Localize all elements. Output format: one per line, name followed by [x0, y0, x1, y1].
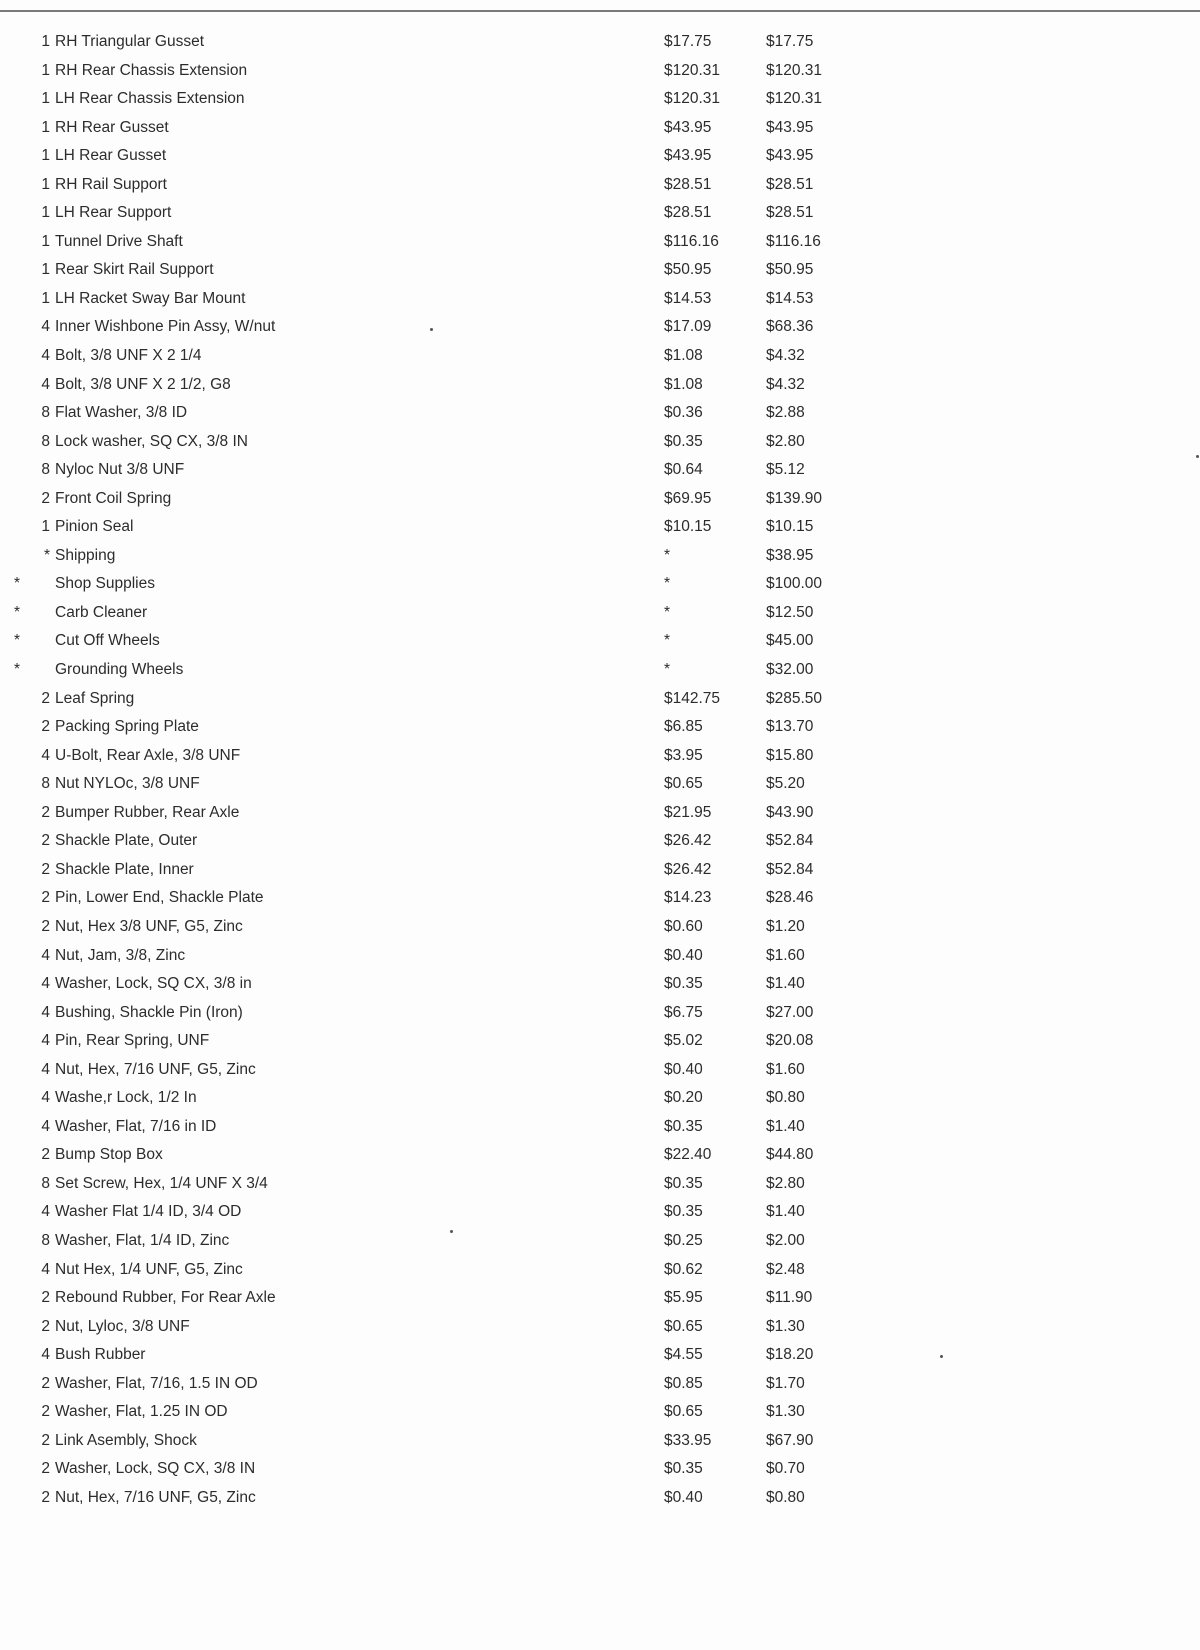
table-row — [0, 1227, 1200, 1256]
table-row — [0, 199, 1200, 228]
item-unit-price: $21.95 — [664, 803, 712, 821]
item-total: $0.80 — [766, 1488, 805, 1506]
table-row — [0, 884, 1200, 913]
item-qty: 4 — [41, 1203, 50, 1221]
item-description: Washe,r Lock, 1/2 In — [55, 1089, 197, 1107]
table-row — [0, 256, 1200, 285]
item-unit-price: $0.35 — [664, 1460, 703, 1478]
item-total: $28.51 — [766, 204, 814, 222]
item-unit-price: $17.09 — [664, 318, 712, 336]
table-row — [0, 342, 1200, 371]
item-total: $5.12 — [766, 461, 805, 479]
item-unit-price: $6.85 — [664, 718, 703, 736]
item-unit-price: $120.31 — [664, 61, 721, 79]
item-qty: 1 — [41, 175, 50, 193]
item-total: $0.70 — [766, 1460, 805, 1478]
item-total: $2.80 — [766, 432, 805, 450]
table-row — [0, 485, 1200, 514]
item-qty: * — [14, 575, 21, 593]
table-row — [0, 428, 1200, 457]
table-row — [0, 656, 1200, 685]
table-row — [0, 1198, 1200, 1227]
item-qty: 8 — [41, 775, 50, 793]
item-qty: 8 — [41, 432, 50, 450]
item-description: Front Coil Spring — [55, 489, 172, 507]
item-qty: 1 — [41, 232, 50, 250]
item-qty: 2 — [41, 1317, 50, 1335]
item-total: $1.40 — [766, 1203, 805, 1221]
table-row — [0, 970, 1200, 999]
item-unit-price: $14.53 — [664, 289, 712, 307]
item-qty: 2 — [41, 917, 50, 935]
item-description: Pin, Rear Spring, UNF — [55, 1032, 210, 1050]
table-row — [0, 856, 1200, 885]
item-description: Washer, Flat, 1/4 ID, Zinc — [55, 1231, 230, 1249]
item-total: $43.90 — [766, 803, 814, 821]
item-qty: 8 — [41, 1231, 50, 1249]
table-row — [0, 599, 1200, 628]
item-total: $1.60 — [766, 946, 805, 964]
item-total: $2.48 — [766, 1260, 805, 1278]
item-description: Shackle Plate, Outer — [55, 832, 198, 850]
item-unit-price: * — [664, 632, 671, 650]
item-qty: 4 — [41, 975, 50, 993]
item-unit-price: * — [664, 661, 671, 679]
item-description: Washer, Lock, SQ CX, 3/8 in — [55, 975, 252, 993]
item-description: RH Rear Gusset — [55, 118, 169, 136]
item-total: $43.95 — [766, 147, 814, 165]
item-qty: 1 — [41, 204, 50, 222]
item-unit-price: $3.95 — [664, 746, 703, 764]
item-total: $1.60 — [766, 1060, 805, 1078]
item-description: RH Triangular Gusset — [55, 33, 205, 50]
item-total: $100.00 — [766, 575, 823, 593]
item-description: Tunnel Drive Shaft — [55, 232, 183, 250]
table-row — [0, 999, 1200, 1028]
item-total: $285.50 — [766, 689, 823, 707]
item-unit-price: $33.95 — [664, 1431, 712, 1449]
item-total: $4.32 — [766, 375, 805, 393]
item-qty: 1 — [41, 61, 50, 79]
table-row — [0, 142, 1200, 171]
item-unit-price: $0.65 — [664, 1317, 703, 1335]
table-row — [0, 1313, 1200, 1342]
item-unit-price: $28.51 — [664, 204, 712, 222]
item-qty: 2 — [41, 803, 50, 821]
item-unit-price: * — [664, 546, 671, 564]
scan-speck — [1196, 455, 1199, 458]
item-unit-price: $0.35 — [664, 1117, 703, 1135]
item-total: $68.36 — [766, 318, 814, 336]
item-total: $14.53 — [766, 289, 814, 307]
item-qty: 4 — [41, 1032, 50, 1050]
item-qty: 4 — [41, 375, 50, 393]
item-total: $28.51 — [766, 175, 814, 193]
table-row — [0, 57, 1200, 86]
table-row — [0, 942, 1200, 971]
item-description: Carb Cleaner — [55, 603, 148, 621]
table-row — [0, 542, 1200, 571]
item-total: $18.20 — [766, 1346, 814, 1364]
item-total: $28.46 — [766, 889, 814, 907]
item-description: Bolt, 3/8 UNF X 2 1/2, G8 — [55, 375, 231, 393]
item-qty: 4 — [41, 1260, 50, 1278]
item-unit-price: $22.40 — [664, 1146, 712, 1164]
item-unit-price: $14.23 — [664, 889, 712, 907]
scan-speck — [430, 328, 433, 331]
item-total: $32.00 — [766, 661, 814, 679]
item-description: Inner Wishbone Pin Assy, W/nut — [55, 318, 276, 336]
item-unit-price: $142.75 — [664, 689, 721, 707]
item-qty: 2 — [41, 1374, 50, 1392]
item-total: $43.95 — [766, 118, 814, 136]
item-total: $2.00 — [766, 1231, 805, 1249]
table-row — [0, 513, 1200, 542]
item-description: Cut Off Wheels — [55, 632, 160, 650]
item-description: Nut, Hex, 7/16 UNF, G5, Zinc — [55, 1060, 256, 1078]
item-unit-price: $0.64 — [664, 461, 703, 479]
item-unit-price: $43.95 — [664, 118, 712, 136]
item-unit-price: $26.42 — [664, 832, 712, 850]
item-description: Washer Flat 1/4 ID, 3/4 OD — [55, 1203, 242, 1221]
item-total: $139.90 — [766, 489, 823, 507]
item-description: LH Racket Sway Bar Mount — [55, 289, 246, 307]
item-qty: 1 — [41, 33, 50, 50]
table-row — [0, 627, 1200, 656]
item-unit-price: $43.95 — [664, 147, 712, 165]
scan-speck — [940, 1355, 943, 1358]
item-unit-price: $0.40 — [664, 1488, 703, 1506]
table-row — [0, 1056, 1200, 1085]
item-unit-price: $0.25 — [664, 1231, 703, 1249]
item-qty: 1 — [41, 147, 50, 165]
item-description: LH Rear Support — [55, 204, 172, 222]
item-total: $1.40 — [766, 1117, 805, 1135]
table-row — [0, 1141, 1200, 1170]
table-row — [0, 1027, 1200, 1056]
item-unit-price: $0.35 — [664, 1203, 703, 1221]
item-description: Nut, Hex, 7/16 UNF, G5, Zinc — [55, 1488, 256, 1506]
item-qty: 2 — [41, 889, 50, 907]
table-row — [0, 1113, 1200, 1142]
parts-list — [0, 28, 1200, 1512]
item-description: Leaf Spring — [55, 689, 135, 707]
item-unit-price: $0.36 — [664, 404, 703, 422]
table-row — [0, 456, 1200, 485]
item-description: LH Rear Chassis Extension — [55, 90, 245, 108]
item-unit-price: $0.65 — [664, 1403, 703, 1421]
item-description: Washer, Lock, SQ CX, 3/8 IN — [55, 1460, 256, 1478]
scan-speck — [450, 1230, 453, 1233]
item-total: $1.30 — [766, 1317, 805, 1335]
item-unit-price: $0.62 — [664, 1260, 703, 1278]
item-total: $38.95 — [766, 546, 814, 564]
item-description: Grounding Wheels — [55, 661, 184, 679]
item-qty: 4 — [41, 318, 50, 336]
item-qty: 4 — [41, 1060, 50, 1078]
item-total: $11.90 — [766, 1289, 813, 1307]
item-qty: 2 — [41, 1488, 50, 1506]
item-total: $2.80 — [766, 1174, 805, 1192]
item-qty: 4 — [41, 746, 50, 764]
table-row — [0, 1484, 1200, 1513]
item-qty: 8 — [41, 1174, 50, 1192]
item-qty: 1 — [41, 261, 50, 279]
item-total: $5.20 — [766, 775, 805, 793]
table-row — [0, 1256, 1200, 1285]
item-total: $1.30 — [766, 1403, 805, 1421]
item-unit-price: $116.16 — [664, 232, 719, 250]
item-unit-price: * — [664, 603, 671, 621]
item-unit-price: $50.95 — [664, 261, 712, 279]
item-total: $52.84 — [766, 832, 814, 850]
item-unit-price: $1.08 — [664, 347, 703, 365]
item-total: $0.80 — [766, 1089, 805, 1107]
item-description: RH Rail Support — [55, 175, 167, 193]
item-qty: * — [43, 546, 50, 564]
item-description: Washer, Flat, 1.25 IN OD — [55, 1403, 228, 1421]
item-description: Pin, Lower End, Shackle Plate — [55, 889, 264, 907]
item-description: Shackle Plate, Inner — [55, 860, 194, 878]
item-total: $1.40 — [766, 975, 805, 993]
table-row — [0, 685, 1200, 714]
item-total: $67.90 — [766, 1431, 814, 1449]
item-description: RH Rear Chassis Extension — [55, 61, 248, 79]
item-description: Pinion Seal — [55, 518, 134, 536]
item-description: Rear Skirt Rail Support — [55, 261, 214, 279]
item-total: $52.84 — [766, 860, 814, 878]
item-unit-price: $0.35 — [664, 432, 703, 450]
item-qty: 2 — [41, 689, 50, 707]
item-qty: 8 — [41, 461, 50, 479]
item-description: Nut NYLOc, 3/8 UNF — [55, 775, 200, 793]
table-row — [0, 85, 1200, 114]
table-row — [0, 313, 1200, 342]
item-total: $15.80 — [766, 746, 814, 764]
table-row — [0, 713, 1200, 742]
item-description: Shipping — [55, 546, 116, 564]
table-row — [0, 742, 1200, 771]
item-qty: 1 — [41, 518, 50, 536]
item-total: $45.00 — [766, 632, 814, 650]
item-qty: 2 — [41, 1146, 50, 1164]
item-total: $120.31 — [766, 90, 823, 108]
table-row — [0, 399, 1200, 428]
item-description: Nut, Lyloc, 3/8 UNF — [55, 1317, 190, 1335]
item-unit-price: $6.75 — [664, 1003, 703, 1021]
table-row — [0, 1427, 1200, 1456]
item-qty: 4 — [41, 1089, 50, 1107]
table-row — [0, 570, 1200, 599]
item-description: Link Asembly, Shock — [55, 1431, 197, 1449]
table-row — [0, 1170, 1200, 1199]
item-qty: 2 — [41, 1289, 50, 1307]
item-qty: * — [14, 661, 21, 679]
item-qty: 2 — [41, 718, 50, 736]
item-qty: * — [14, 603, 21, 621]
table-row — [0, 28, 1200, 57]
item-total: $44.80 — [766, 1146, 814, 1164]
table-row — [0, 371, 1200, 400]
item-unit-price: $5.02 — [664, 1032, 703, 1050]
item-description: Nyloc Nut 3/8 UNF — [55, 461, 185, 479]
item-total: $4.32 — [766, 347, 805, 365]
item-description: Nut, Jam, 3/8, Zinc — [55, 946, 186, 964]
item-description: Bushing, Shackle Pin (Iron) — [55, 1003, 243, 1021]
item-unit-price: $0.40 — [664, 946, 703, 964]
item-unit-price: $4.55 — [664, 1346, 703, 1364]
table-row — [0, 799, 1200, 828]
item-unit-price: $26.42 — [664, 860, 712, 878]
item-unit-price: * — [664, 575, 671, 593]
table-row — [0, 770, 1200, 799]
item-unit-price: $0.20 — [664, 1089, 703, 1107]
item-qty: 1 — [41, 90, 50, 108]
item-description: Rebound Rubber, For Rear Axle — [55, 1289, 276, 1307]
item-description: Lock washer, SQ CX, 3/8 IN — [55, 432, 248, 450]
item-total: $13.70 — [766, 718, 814, 736]
item-qty: 8 — [41, 404, 50, 422]
item-unit-price: $69.95 — [664, 489, 712, 507]
item-total: $1.70 — [766, 1374, 805, 1392]
scan-top-edge — [0, 10, 1200, 12]
item-description: Nut Hex, 1/4 UNF, G5, Zinc — [55, 1260, 243, 1278]
item-description: Bush Rubber — [55, 1346, 146, 1364]
item-description: U-Bolt, Rear Axle, 3/8 UNF — [55, 746, 241, 764]
item-description: Bolt, 3/8 UNF X 2 1/4 — [55, 347, 202, 365]
item-description: Flat Washer, 3/8 ID — [55, 404, 188, 422]
item-total: $116.16 — [766, 232, 821, 250]
item-qty: 4 — [41, 946, 50, 964]
item-description: Bumper Rubber, Rear Axle — [55, 803, 240, 821]
item-total: $2.88 — [766, 404, 805, 422]
item-description: LH Rear Gusset — [55, 147, 167, 165]
item-qty: 4 — [41, 1117, 50, 1135]
table-row — [0, 827, 1200, 856]
item-unit-price: $17.75 — [664, 33, 712, 50]
item-unit-price: $1.08 — [664, 375, 703, 393]
item-total: $50.95 — [766, 261, 814, 279]
table-row — [0, 1284, 1200, 1313]
item-unit-price: $120.31 — [664, 90, 721, 108]
item-unit-price: $0.35 — [664, 975, 703, 993]
item-unit-price: $0.40 — [664, 1060, 703, 1078]
item-unit-price: $10.15 — [664, 518, 712, 536]
item-total: $17.75 — [766, 33, 814, 50]
item-description: Washer, Flat, 7/16 in ID — [55, 1117, 217, 1135]
item-qty: 4 — [41, 1346, 50, 1364]
item-unit-price: $0.85 — [664, 1374, 703, 1392]
item-qty: 2 — [41, 832, 50, 850]
table-row — [0, 228, 1200, 257]
item-total: $120.31 — [766, 61, 823, 79]
item-unit-price: $0.65 — [664, 775, 703, 793]
item-qty: 2 — [41, 1431, 50, 1449]
item-qty: 1 — [41, 118, 50, 136]
table-row — [0, 1455, 1200, 1484]
table-row — [0, 114, 1200, 143]
table-row — [0, 1370, 1200, 1399]
item-total: $1.20 — [766, 917, 805, 935]
item-qty: 4 — [41, 1003, 50, 1021]
item-qty: 2 — [41, 489, 50, 507]
table-row — [0, 913, 1200, 942]
item-description: Shop Supplies — [55, 575, 155, 593]
item-qty: 4 — [41, 347, 50, 365]
table-row — [0, 1341, 1200, 1370]
item-description: Packing Spring Plate — [55, 718, 199, 736]
item-total: $20.08 — [766, 1032, 814, 1050]
table-row — [0, 1084, 1200, 1113]
item-qty: 1 — [41, 289, 50, 307]
item-description: Bump Stop Box — [55, 1146, 163, 1164]
item-qty: 2 — [41, 1460, 50, 1478]
item-description: Set Screw, Hex, 1/4 UNF X 3/4 — [55, 1174, 268, 1192]
item-unit-price: $0.60 — [664, 917, 703, 935]
item-total: $12.50 — [766, 603, 814, 621]
table-row — [0, 171, 1200, 200]
item-description: Washer, Flat, 7/16, 1.5 IN OD — [55, 1374, 258, 1392]
table-row — [0, 1398, 1200, 1427]
item-total: $27.00 — [766, 1003, 814, 1021]
item-total: $10.15 — [766, 518, 814, 536]
item-qty: * — [14, 632, 21, 650]
table-row — [0, 285, 1200, 314]
item-unit-price: $0.35 — [664, 1174, 703, 1192]
item-unit-price: $28.51 — [664, 175, 712, 193]
item-qty: 2 — [41, 1403, 50, 1421]
item-qty: 2 — [41, 860, 50, 878]
item-description: Nut, Hex 3/8 UNF, G5, Zinc — [55, 917, 243, 935]
item-unit-price: $5.95 — [664, 1289, 703, 1307]
